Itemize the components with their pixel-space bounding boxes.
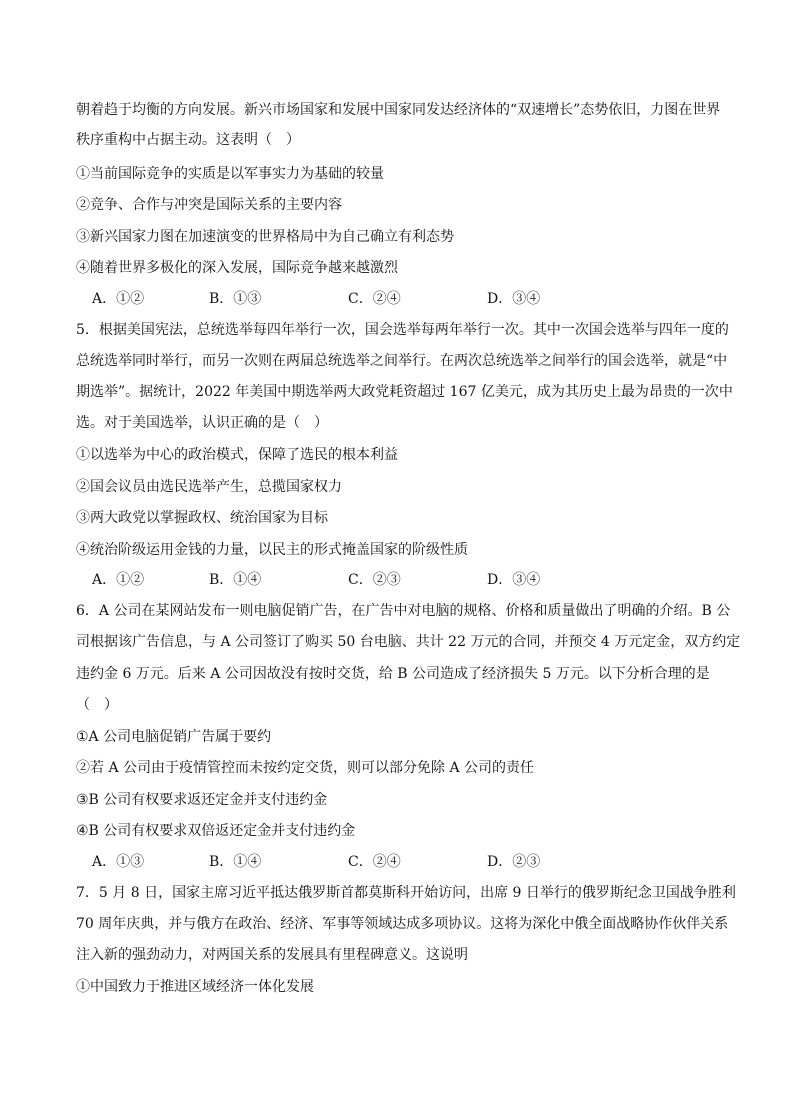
q5-option-d: D．③④ bbox=[487, 572, 541, 588]
q5-option-c: C．②③ bbox=[348, 572, 401, 588]
q6-option-a: A．①③ bbox=[92, 854, 145, 870]
q6-statement-4: ④B 公司有权要求双倍返还定金并支付违约金 bbox=[76, 823, 356, 839]
q5-options bbox=[92, 570, 692, 590]
q6-text-line: 6．A 公司在某网站发布一则电脑促销广告，在广告中对电脑的规格、价格和质量做出了明确的介绍。B 公 bbox=[76, 603, 731, 619]
q5-text-line: 总统选举同时举行，而另一次则在两届总统选举之间举行。在两次总统选举之间举行的国会选举，就是“中 bbox=[76, 353, 728, 369]
q5-text-line: 期选举”。据统计，2022 年美国中期选举两大政党耗资超过 167 亿美元，成为其历史上最为昂贵的一次中 bbox=[76, 384, 733, 400]
q6-options bbox=[92, 852, 692, 872]
q6-statement-1: ①A 公司电脑促销广告属于要约 bbox=[76, 729, 272, 745]
q4-option-b: B．①③ bbox=[209, 291, 262, 307]
q5-statement-3: ③两大政党以掌握政权、统治国家为目标 bbox=[76, 510, 328, 526]
q4-statement-2: ②竞争、合作与冲突是国际关系的主要内容 bbox=[76, 197, 342, 213]
q5-option-b: B．①④ bbox=[209, 572, 262, 588]
q6-option-d: D．②③ bbox=[487, 854, 541, 870]
q4-option-a: A．①② bbox=[92, 291, 145, 307]
q7-text-line: 70 周年庆典，并与俄方在政治、经济、军事等领域达成多项协议。这将为深化中俄全面战略协作伙伴关系 bbox=[76, 916, 729, 932]
q4-text-line: 朝着趋于均衡的方向发展。新兴市场国家和发展中国家同发达经济体的“双速增长”态势依旧，力图在世界 bbox=[76, 102, 721, 118]
q7-statement-1: ①中国致力于推进区域经济一体化发展 bbox=[76, 979, 314, 995]
q5-statement-4: ④统治阶级运用金钱的力量，以民主的形式掩盖国家的阶级性质 bbox=[76, 542, 468, 558]
q5-statement-1: ①以选举为中心的政治模式，保障了选民的根本利益 bbox=[76, 447, 398, 463]
q6-statement-3: ③B 公司有权要求返还定金并支付违约金 bbox=[76, 792, 328, 808]
q6-text-line: 司根据该广告信息，与 A 公司签订了购买 50 台电脑、共计 22 万元的合同，并预交 4 万元定金，双方约定 bbox=[76, 634, 741, 650]
q5-option-a: A．①② bbox=[92, 572, 145, 588]
q5-statement-2: ②国会议员由选民选举产生，总揽国家权力 bbox=[76, 479, 342, 495]
q4-statement-1: ①当前国际竞争的实质是以军事实力为基础的较量 bbox=[76, 166, 384, 182]
q4-option-c: C．②④ bbox=[348, 291, 401, 307]
q4-option-d: D．③④ bbox=[487, 291, 541, 307]
q4-text-line: 秩序重构中占据主动。这表明（ ） bbox=[76, 132, 300, 148]
q5-text-line: 选。对于美国选举，认识正确的是（ ） bbox=[76, 415, 328, 431]
q4-options bbox=[92, 289, 692, 309]
q7-text-line: 7．5 月 8 日，国家主席习近平抵达俄罗斯首都莫斯科开始访问，出席 9 日举行的俄罗斯纪念卫国战争胜利 bbox=[76, 885, 736, 901]
q6-statement-2: ②若 A 公司由于疫情管控而未按约定交货，则可以部分免除 A 公司的责任 bbox=[76, 760, 535, 776]
q5-text-line: 5．根据美国宪法，总统选举每四年举行一次，国会选举每两年举行一次。其中一次国会选举与四年一度的 bbox=[76, 322, 729, 338]
q7-text-line: 注入新的强劲动力，对两国关系的发展具有里程碑意义。这说明 bbox=[76, 947, 468, 963]
q6-text-line: 违约金 6 万元。后来 A 公司因故没有按时交货，给 B 公司造成了经济损失 5 万元。以下分析合理的是 bbox=[76, 666, 710, 682]
q6-option-c: C．②④ bbox=[348, 854, 401, 870]
q6-text-line: （ ） bbox=[76, 697, 118, 713]
q6-option-b: B．①④ bbox=[209, 854, 262, 870]
q4-statement-3: ③新兴国家力图在加速演变的世界格局中为自己确立有利态势 bbox=[76, 229, 454, 245]
q4-statement-4: ④随着世界多极化的深入发展，国际竞争越来越激烈 bbox=[76, 260, 398, 276]
